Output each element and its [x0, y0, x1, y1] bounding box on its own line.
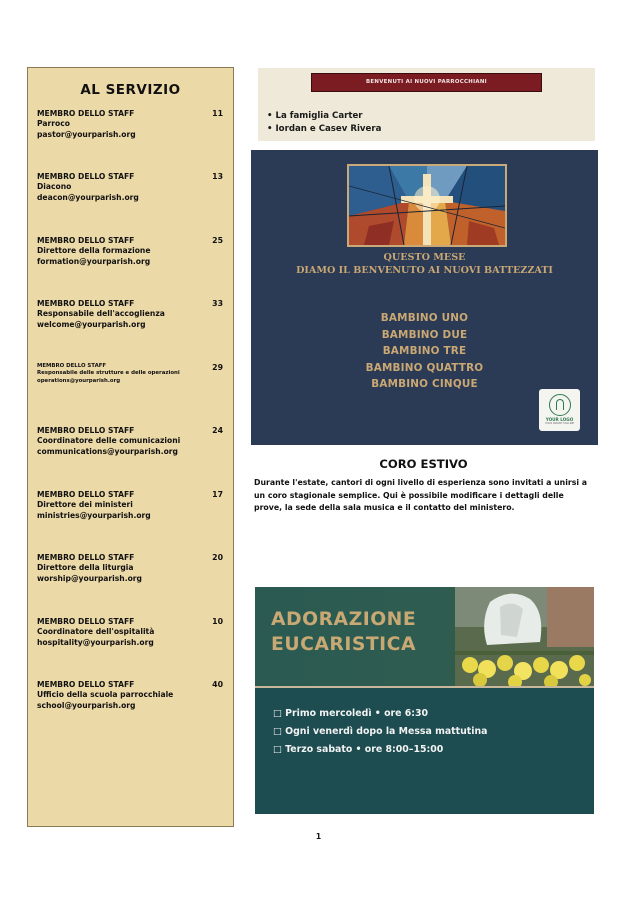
- stained-glass-art: [349, 166, 505, 245]
- staff-email[interactable]: deacon@yourparish.org: [37, 192, 139, 202]
- staff-email[interactable]: formation@yourparish.org: [37, 256, 151, 266]
- staff-number: 33: [212, 299, 223, 308]
- staff-number: 29: [212, 363, 223, 372]
- staff-number: 25: [212, 236, 223, 245]
- staff-role: Ufficio della scuola parrocchiale: [37, 690, 174, 700]
- baptism-names: [251, 310, 598, 393]
- staff-email[interactable]: welcome@yourparish.org: [37, 319, 146, 329]
- welcome-box: [258, 68, 595, 141]
- adoration-title-line2: EUCARISTICA: [271, 634, 416, 655]
- staff-entry: [37, 680, 229, 711]
- welcome-list: [267, 110, 381, 136]
- staff-role: Direttore dei ministeri: [37, 500, 133, 510]
- staff-role: Responsabile dell'accoglienza: [37, 309, 165, 319]
- baptism-panel: [251, 150, 598, 445]
- staff-email[interactable]: hospitality@yourparish.org: [37, 637, 154, 647]
- baptism-name: BAMBINO TRE: [382, 345, 467, 358]
- staff-label: MEMBRO DELLO STAFF: [37, 490, 135, 499]
- welcome-banner: BENVENUTI AI NUOVI PARROCCHIANI: [311, 73, 542, 92]
- staff-text: [37, 109, 197, 140]
- logo-emblem-icon: [549, 394, 571, 416]
- stained-glass-image: [347, 164, 507, 247]
- staff-entry: [37, 109, 229, 140]
- adoration-title: [271, 607, 416, 657]
- choir-body: Durante l'estate, cantori di ogni livello di esperienza sono invitati a unirsi a un coro stagionale semplice. Qui è possibile modificare i dettagli delle prove, la sede della sala musica e il contatto del ministero.: [254, 478, 588, 513]
- welcome-item: • La famiglia Carter: [267, 111, 363, 121]
- arch-icon: [556, 399, 564, 410]
- staff-number: 10: [212, 617, 223, 626]
- choir-title: CORO ESTIVO: [379, 457, 468, 471]
- staff-role: Direttore della liturgia: [37, 563, 134, 573]
- staff-entry: [37, 617, 229, 648]
- welcome-item: • Iordan e Casev Rivera: [267, 124, 382, 134]
- logo-text: YOUR LOGO: [545, 417, 574, 422]
- staff-text: [37, 680, 197, 711]
- adoration-schedule: [273, 705, 488, 759]
- staff-role: Diacono: [37, 182, 72, 192]
- staff-label: MEMBRO DELLO STAFF: [37, 299, 135, 308]
- staff-email[interactable]: school@yourparish.org: [37, 700, 136, 710]
- staff-number: 17: [212, 490, 223, 499]
- staff-text: [37, 553, 197, 584]
- adoration-divider: [255, 686, 594, 688]
- staff-label: MEMBRO DELLO STAFF: [37, 109, 135, 118]
- staff-text: [37, 363, 197, 385]
- baptism-name: BAMBINO QUATTRO: [365, 361, 484, 374]
- baptism-heading-line2: DIAMO IL BENVENUTO AI NUOVI BATTEZZATI: [296, 264, 553, 276]
- staff-label: MEMBRO DELLO STAFF: [37, 680, 135, 689]
- baptism-heading-line1: QUESTO MESE: [383, 252, 466, 263]
- staff-role: Coordinatore dell'ospitalità: [37, 627, 155, 637]
- baptism-heading: [251, 252, 598, 277]
- staff-entry: [37, 299, 229, 330]
- staff-number: 11: [212, 109, 223, 118]
- staff-text: [37, 299, 197, 330]
- staff-label: MEMBRO DELLO STAFF: [37, 172, 135, 181]
- staff-role: Direttore della formazione: [37, 246, 151, 256]
- staff-text: [37, 617, 197, 648]
- adoration-header: [255, 587, 594, 686]
- staff-entry: [37, 553, 229, 584]
- staff-role: Coordinatore delle comunicazioni: [37, 436, 181, 446]
- staff-email[interactable]: operations@yourparish.org: [37, 377, 121, 384]
- staff-entry: [37, 490, 229, 521]
- adoration-title-line1: ADORAZIONE: [271, 609, 417, 630]
- staff-role: Responsabile delle strutture e delle operazioni: [37, 370, 180, 377]
- logo-subtext: YOUR PARISH TAGLINE: [544, 422, 575, 425]
- staff-label: MEMBRO DELLO STAFF: [37, 426, 135, 435]
- staff-title: AL SERVIZIO: [80, 82, 181, 98]
- baptism-name: BAMBINO CINQUE: [371, 378, 478, 391]
- staff-number: 13: [212, 172, 223, 181]
- staff-number: 24: [212, 426, 223, 435]
- parish-logo: [539, 389, 580, 431]
- staff-label: MEMBRO DELLO STAFF: [37, 363, 107, 369]
- adoration-item: □ Terzo sabato • ore 8:00–15:00: [273, 744, 444, 755]
- staff-panel: [27, 67, 234, 827]
- baptism-name: BAMBINO DUE: [381, 328, 468, 341]
- staff-email[interactable]: ministries@yourparish.org: [37, 510, 151, 520]
- staff-email[interactable]: communications@yourparish.org: [37, 446, 178, 456]
- staff-label: MEMBRO DELLO STAFF: [37, 553, 135, 562]
- staff-text: [37, 236, 197, 267]
- staff-email[interactable]: worship@yourparish.org: [37, 573, 142, 583]
- adoration-panel: [255, 587, 594, 814]
- staff-entry: [37, 172, 229, 203]
- staff-number: 20: [212, 553, 223, 562]
- staff-label: MEMBRO DELLO STAFF: [37, 617, 135, 626]
- staff-entry: [37, 363, 229, 385]
- adoration-item: □ Ogni venerdì dopo la Messa mattutina: [273, 726, 488, 737]
- adoration-item: □ Primo mercoledì • ore 6:30: [273, 708, 429, 719]
- staff-text: [37, 490, 197, 521]
- staff-text: [37, 426, 197, 457]
- staff-entry: [37, 426, 229, 457]
- staff-email[interactable]: pastor@yourparish.org: [37, 129, 136, 139]
- page-number: 1: [315, 832, 322, 841]
- staff-text: [37, 172, 197, 203]
- staff-role: Parroco: [37, 119, 70, 129]
- staff-label: MEMBRO DELLO STAFF: [37, 236, 135, 245]
- baptism-name: BAMBINO UNO: [380, 312, 469, 324]
- staff-entry: [37, 236, 229, 267]
- staff-number: 40: [212, 680, 223, 689]
